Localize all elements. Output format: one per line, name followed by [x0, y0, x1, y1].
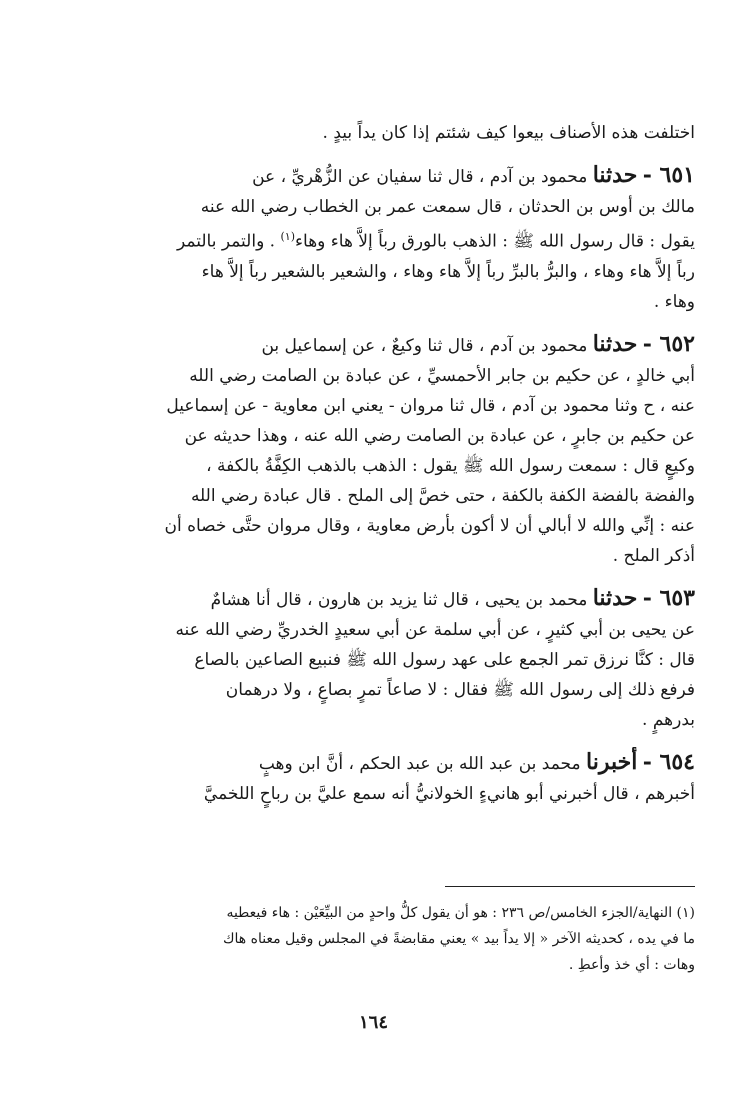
hadith-652-line-7: عنه : إنِّي والله لا أبالي أن لا أكون بأرض معاوية ، وقال مروان حتَّى خصاه أن [164, 515, 695, 536]
hadith-652-line-2: أبي خالدٍ ، عن حكيم بن جابر الأحمسيِّ ، عن عبادة بن الصامت رضي الله [189, 365, 695, 386]
hadith-654 [95, 747, 695, 809]
hadith-652-line-4: عن حكيم بن جابرٍ ، عن عبادة بن الصامت رضي الله عنه ، وهذا حديثه عن [184, 425, 695, 446]
hadith-651-line-3-a: يقول : قال رسول الله ﷺ : الذهب بالورق رباً إلاَّ هاء وهاء [295, 231, 695, 252]
footnote-divider [445, 886, 695, 887]
hadith-653-line-4: فرفع ذلك إلى رسول الله ﷺ فقال : لا صاعاً تمرٍ بصاعٍ ، ولا درهمان [225, 679, 695, 700]
footnote-line-3: وهات : أي خذ وأعطِ . [568, 957, 695, 973]
hadith-653-keyword: حدثنا [592, 584, 638, 611]
hadith-651-keyword: حدثنا [592, 162, 638, 188]
hadith-651-line-3-b: . والتمر بالتمر [177, 231, 276, 252]
hadith-651 [95, 160, 695, 317]
hadith-651-number: ٦٥١ - [642, 162, 695, 188]
hadith-652 [95, 329, 695, 571]
page-number: ١٦٤ [358, 1012, 388, 1033]
hadith-653-number: ٦٥٣ - [642, 584, 695, 611]
footnotes [95, 900, 695, 978]
hadith-652-line-1 [95, 329, 695, 361]
hadith-652-line-8: أذكر الملح . [612, 545, 695, 566]
hadith-654-line-2: أخبرهم ، قال أخبرني أبو هانيءٍ الخولانيُّ أنه سمع عليَّ بن رباحٍ اللخميَّ [203, 783, 695, 804]
hadith-651-line-5: وهاء . [653, 291, 695, 312]
hadith-654-line-1-text: محمد بن عبد الله بن عبد الحكم ، أنَّ ابن وهبٍ [258, 753, 581, 774]
hadith-651-line-1-text: محمود بن آدم ، قال ثنا سفيان عن الزُّهْريِّ ، عن [252, 167, 588, 187]
hadith-654-number: ٦٥٤ - [642, 748, 695, 775]
hadith-652-number: ٦٥٢ - [642, 330, 695, 357]
hadith-653-line-1-text: محمد بن يحيى ، قال ثنا يزيد بن هارون ، قال أنا هشامٌ [210, 589, 588, 610]
footnote-line-2: ما في يده ، كحديثه الآخر « إلا يداً بيد » يعني مقابضةً في المجلس وقيل معناه هاك [222, 931, 695, 947]
hadith-653 [95, 583, 695, 735]
footnote-ref[interactable]: (١) [280, 230, 296, 243]
hadith-652-line-1-text: محمود بن آدم ، قال ثنا وكيعٌ ، عن إسماعيل بن [261, 335, 588, 356]
hadith-653-line-3: قال : كنَّا نرزق تمر الجمع على عهد رسول الله ﷺ فنبيع الصاعين بالصاع [194, 649, 695, 670]
hadith-653-line-1 [95, 583, 695, 615]
intro-line: اختلفت هذه الأصناف بيعوا كيف شئتم إذا كان يداً بيدٍ . [322, 123, 695, 143]
hadith-652-keyword: حدثنا [592, 330, 638, 357]
hadith-651-line-4: رباً إلاَّ هاء وهاء ، والبرُّ بالبرِّ رباً إلاَّ هاء وهاء ، والشعير بالشعير رباً إلاَّ هاء [201, 261, 695, 282]
hadith-654-line-1 [95, 747, 695, 779]
hadith-651-line-1 [95, 160, 695, 192]
hadith-652-line-5: وكيعٍ قال : سمعت رسول الله ﷺ يقول : الذهب بالذهب الكِفَّةُ بالكفة ، [206, 455, 695, 476]
hadith-651-line-2: مالك بن أوس بن الحدثان ، قال سمعت عمر بن الخطاب رضي الله عنه [200, 197, 695, 217]
hadith-651-line-3 [95, 222, 695, 257]
footnote-line-1: (١) النهاية/الجزء الخامس/ص ٢٣٦ : هو أن يقول كلُّ واحدٍ من البيِّعَيْن : هاء فيعطيه [226, 905, 695, 921]
hadith-654-keyword: أخبرنا [586, 748, 638, 775]
hadith-653-line-2: عن يحيى بن أبي كثيرٍ ، عن أبي سلمة عن أبي سعيدٍ الخدريِّ رضي الله عنه [175, 619, 695, 640]
main-text [95, 118, 695, 809]
hadith-652-line-3: عنه ، ح وثنا محمود بن آدم ، قال ثنا مروان - يعني ابن معاوية - عن إسماعيل [166, 395, 695, 416]
hadith-653-line-5: بدرهمٍ . [642, 709, 695, 730]
hadith-652-line-6: والفضة بالفضة الكفة بالكفة ، حتى خصَّ إلى الملح . قال عبادة رضي الله [190, 485, 695, 506]
